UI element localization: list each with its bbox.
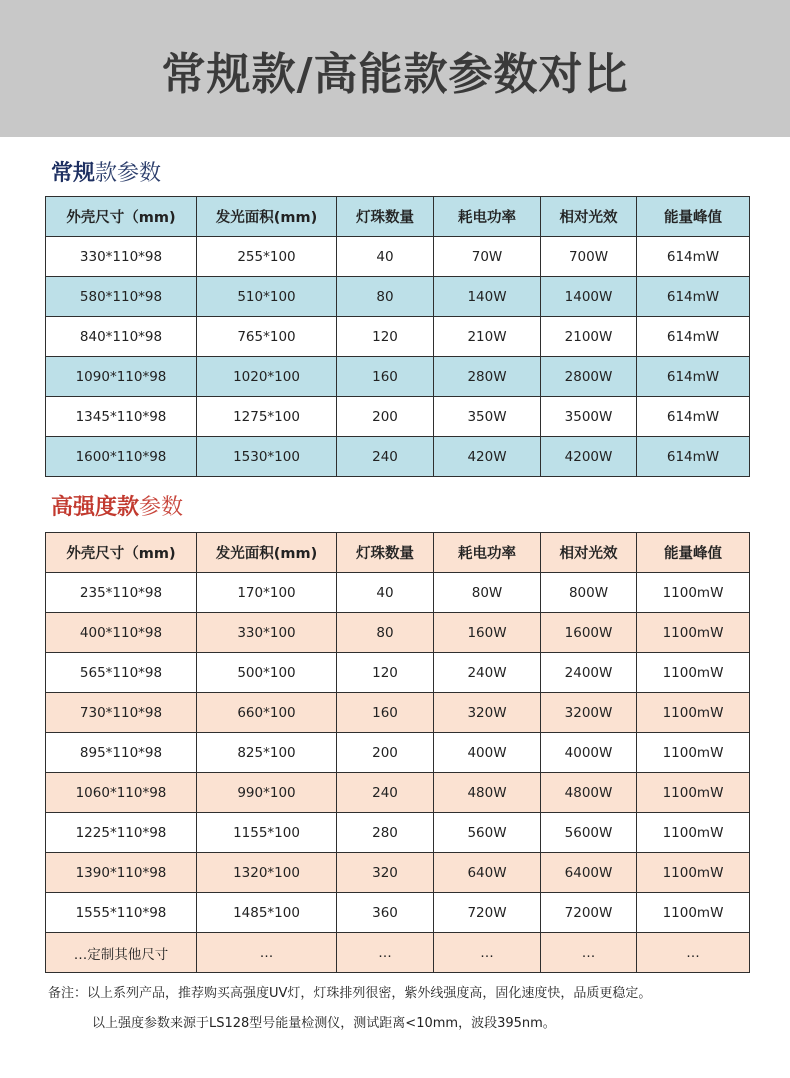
table-cell: 4000W xyxy=(541,733,637,773)
table-cell: 1100mW xyxy=(637,653,750,693)
table-row xyxy=(46,853,750,893)
table-cell: 614mW xyxy=(637,237,750,277)
high-title-strong: 高强度款 xyxy=(51,495,140,520)
table-cell: 210W xyxy=(434,317,541,357)
table-cell: 3500W xyxy=(541,397,637,437)
table-cell: 5600W xyxy=(541,813,637,853)
table-cell: 1485*100 xyxy=(197,893,337,933)
regular-spec-table xyxy=(45,196,750,477)
table-row xyxy=(46,357,750,397)
table-cell: 160 xyxy=(337,693,434,733)
table-row xyxy=(46,653,750,693)
table-cell: 1555*110*98 xyxy=(46,893,197,933)
table-cell: 580*110*98 xyxy=(46,277,197,317)
table-cell: 720W xyxy=(434,893,541,933)
table-cell: 330*110*98 xyxy=(46,237,197,277)
table-cell: 825*100 xyxy=(197,733,337,773)
table-cell: 320W xyxy=(434,693,541,733)
table-cell: … xyxy=(434,933,541,973)
table-cell: 4800W xyxy=(541,773,637,813)
table-row xyxy=(46,893,750,933)
note-remark: 备注：以上系列产品，推荐购买高强度UV灯，灯珠排列很密，紫外线强度高，固化速度快，品质更稳定。 xyxy=(48,986,652,1001)
table-row xyxy=(46,733,750,773)
table-cell: 1390*110*98 xyxy=(46,853,197,893)
table-row xyxy=(46,237,750,277)
table-cell: 6400W xyxy=(541,853,637,893)
table-cell: 255*100 xyxy=(197,237,337,277)
table-cell: 614mW xyxy=(637,397,750,437)
table-cell: 200 xyxy=(337,397,434,437)
column-header: 外壳尺寸（mm) xyxy=(46,533,197,573)
table-cell: 560W xyxy=(434,813,541,853)
table-cell: 350W xyxy=(434,397,541,437)
regular-title-rest: 款参数 xyxy=(95,161,162,186)
column-header: 发光面积(mm) xyxy=(197,197,337,237)
table-cell: 420W xyxy=(434,437,541,477)
table-cell: 400W xyxy=(434,733,541,773)
table-cell: 80 xyxy=(337,613,434,653)
table-cell: … xyxy=(337,933,434,973)
table-cell: 730*110*98 xyxy=(46,693,197,733)
table-cell: 765*100 xyxy=(197,317,337,357)
note-source: 以上强度参数来源于LS128型号能量检测仪，测试距离<10mm，波段395nm。 xyxy=(92,1016,556,1031)
table-cell: 360 xyxy=(337,893,434,933)
table-cell: 2400W xyxy=(541,653,637,693)
table-cell: 400*110*98 xyxy=(46,613,197,653)
table-row xyxy=(46,397,750,437)
table-cell: 1100mW xyxy=(637,693,750,733)
table-row xyxy=(46,933,750,973)
table-cell: 990*100 xyxy=(197,773,337,813)
table-cell: 614mW xyxy=(637,277,750,317)
column-header: 耗电功率 xyxy=(434,533,541,573)
table-cell: 1275*100 xyxy=(197,397,337,437)
regular-title-strong: 常规 xyxy=(51,161,96,186)
table-cell: 240 xyxy=(337,773,434,813)
table-cell: 1090*110*98 xyxy=(46,357,197,397)
table-cell: 280 xyxy=(337,813,434,853)
table-cell: 1100mW xyxy=(637,613,750,653)
table-cell: 3200W xyxy=(541,693,637,733)
table-cell: 660*100 xyxy=(197,693,337,733)
table-cell: 240 xyxy=(337,437,434,477)
table-cell: 40 xyxy=(337,237,434,277)
table-cell: 1100mW xyxy=(637,853,750,893)
table-cell: 170*100 xyxy=(197,573,337,613)
table-cell: 200 xyxy=(337,733,434,773)
table-header-row xyxy=(46,533,750,573)
table-cell: 160 xyxy=(337,357,434,397)
high-section-title xyxy=(51,494,183,522)
table-row xyxy=(46,693,750,733)
column-header: 相对光效 xyxy=(541,197,637,237)
column-header: 发光面积(mm) xyxy=(197,533,337,573)
table-cell: 1345*110*98 xyxy=(46,397,197,437)
table-cell: 330*100 xyxy=(197,613,337,653)
table-cell: 40 xyxy=(337,573,434,613)
table-cell: 160W xyxy=(434,613,541,653)
table-cell: 1155*100 xyxy=(197,813,337,853)
table-cell: 2800W xyxy=(541,357,637,397)
table-cell: 140W xyxy=(434,277,541,317)
table-cell: 1225*110*98 xyxy=(46,813,197,853)
table-cell: 320 xyxy=(337,853,434,893)
table-row xyxy=(46,573,750,613)
table-cell: 70W xyxy=(434,237,541,277)
table-cell: 2100W xyxy=(541,317,637,357)
regular-section-title xyxy=(51,160,161,188)
table-cell: … xyxy=(197,933,337,973)
table-row xyxy=(46,317,750,357)
table-cell: 120 xyxy=(337,317,434,357)
table-cell: 1400W xyxy=(541,277,637,317)
table-cell: 1100mW xyxy=(637,893,750,933)
page-title: 常规款/高能款参数对比 xyxy=(161,49,629,100)
column-header: 能量峰值 xyxy=(637,533,750,573)
table-cell: 700W xyxy=(541,237,637,277)
table-cell: 1600W xyxy=(541,613,637,653)
table-cell: 800W xyxy=(541,573,637,613)
table-cell: 480W xyxy=(434,773,541,813)
table-cell: 614mW xyxy=(637,357,750,397)
table-row xyxy=(46,773,750,813)
table-row xyxy=(46,437,750,477)
table-cell: 1060*110*98 xyxy=(46,773,197,813)
table-cell: 510*100 xyxy=(197,277,337,317)
table-row xyxy=(46,813,750,853)
table-cell: 235*110*98 xyxy=(46,573,197,613)
table-cell: 614mW xyxy=(637,317,750,357)
table-cell: 1100mW xyxy=(637,773,750,813)
table-cell: 1600*110*98 xyxy=(46,437,197,477)
table-cell: 1530*100 xyxy=(197,437,337,477)
table-cell: 1100mW xyxy=(637,733,750,773)
table-cell: 1100mW xyxy=(637,813,750,853)
table-cell: 1320*100 xyxy=(197,853,337,893)
page-header xyxy=(0,0,790,137)
table-cell: 500*100 xyxy=(197,653,337,693)
table-row xyxy=(46,277,750,317)
table-cell: 640W xyxy=(434,853,541,893)
column-header: 耗电功率 xyxy=(434,197,541,237)
column-header: 灯珠数量 xyxy=(337,197,434,237)
column-header: 外壳尺寸（mm) xyxy=(46,197,197,237)
table-cell: 240W xyxy=(434,653,541,693)
high-spec-table xyxy=(45,532,750,973)
table-cell: 280W xyxy=(434,357,541,397)
table-cell: 80W xyxy=(434,573,541,613)
table-row xyxy=(46,613,750,653)
high-title-rest: 参数 xyxy=(139,495,184,520)
table-header-row xyxy=(46,197,750,237)
column-header: 能量峰值 xyxy=(637,197,750,237)
table-cell: … xyxy=(541,933,637,973)
table-cell: …定制其他尺寸 xyxy=(46,933,197,973)
table-cell: 80 xyxy=(337,277,434,317)
table-cell: 1100mW xyxy=(637,573,750,613)
table-cell: 614mW xyxy=(637,437,750,477)
table-cell: 895*110*98 xyxy=(46,733,197,773)
table-cell: 120 xyxy=(337,653,434,693)
table-cell: 4200W xyxy=(541,437,637,477)
table-cell: 565*110*98 xyxy=(46,653,197,693)
table-cell: 7200W xyxy=(541,893,637,933)
table-cell: 840*110*98 xyxy=(46,317,197,357)
table-cell: … xyxy=(637,933,750,973)
column-header: 灯珠数量 xyxy=(337,533,434,573)
column-header: 相对光效 xyxy=(541,533,637,573)
table-cell: 1020*100 xyxy=(197,357,337,397)
